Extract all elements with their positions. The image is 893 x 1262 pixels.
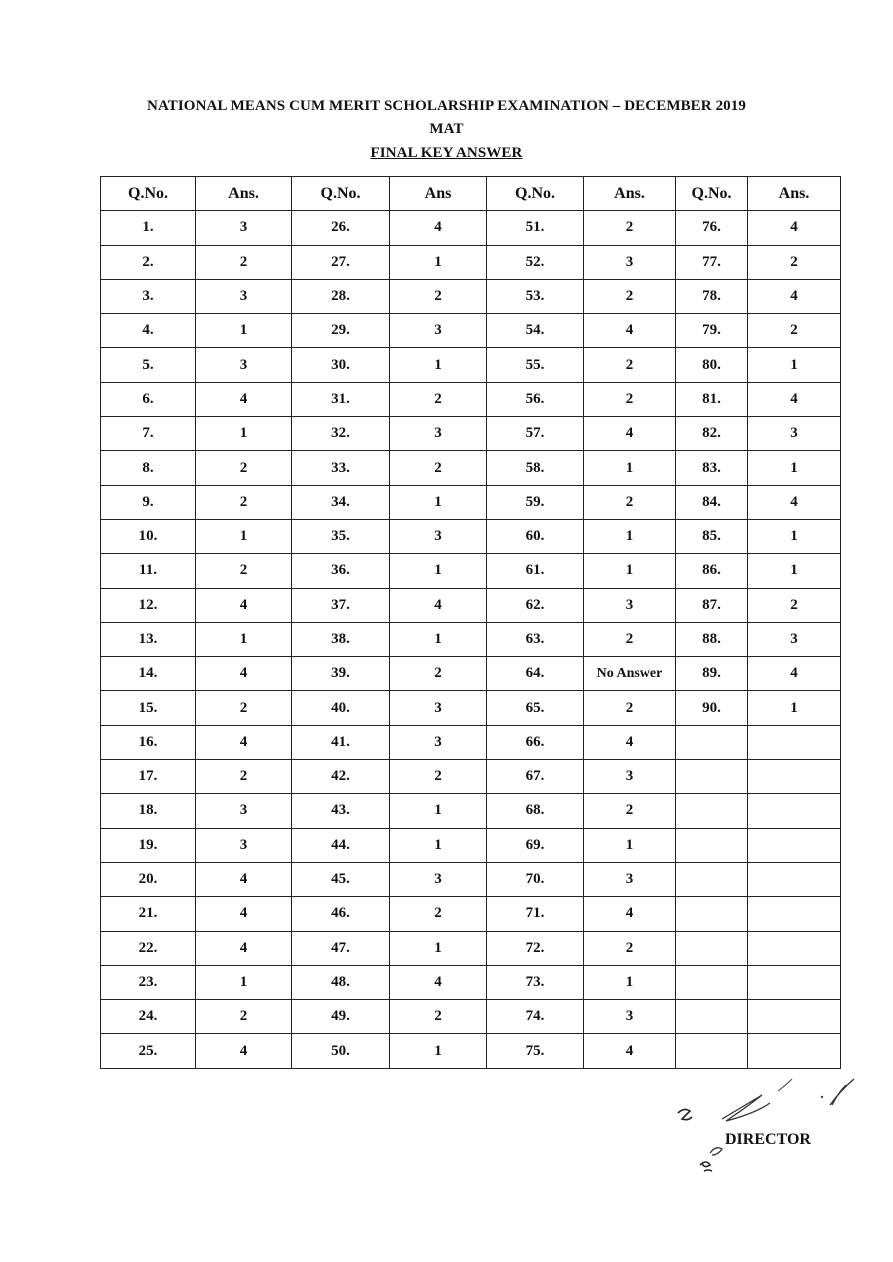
answer-cell: 4 bbox=[584, 417, 676, 451]
answer-cell: 1 bbox=[196, 519, 292, 553]
question-number-cell: 37. bbox=[292, 588, 390, 622]
question-number-cell: 68. bbox=[487, 794, 584, 828]
answer-cell: 3 bbox=[748, 622, 841, 656]
table-row bbox=[101, 931, 841, 965]
column-header: Q.No. bbox=[101, 177, 196, 211]
question-number-cell: 17. bbox=[101, 760, 196, 794]
answer-cell: 2 bbox=[390, 657, 487, 691]
table-row bbox=[101, 862, 841, 896]
answer-cell: 1 bbox=[748, 554, 841, 588]
answer-key-table bbox=[100, 176, 841, 1069]
answer-cell: 3 bbox=[390, 862, 487, 896]
answer-cell bbox=[748, 1034, 841, 1068]
question-number-cell: 81. bbox=[676, 382, 748, 416]
answer-cell: 3 bbox=[390, 519, 487, 553]
table-row bbox=[101, 348, 841, 382]
question-number-cell: 32. bbox=[292, 417, 390, 451]
answer-cell: 4 bbox=[584, 725, 676, 759]
answer-cell: 1 bbox=[390, 348, 487, 382]
question-number-cell: 55. bbox=[487, 348, 584, 382]
question-number-cell: 59. bbox=[487, 485, 584, 519]
answer-cell bbox=[748, 794, 841, 828]
column-header: Ans. bbox=[584, 177, 676, 211]
question-number-cell: 71. bbox=[487, 897, 584, 931]
answer-cell: 1 bbox=[748, 691, 841, 725]
table-row bbox=[101, 554, 841, 588]
answer-cell: 3 bbox=[390, 417, 487, 451]
question-number-cell: 78. bbox=[676, 279, 748, 313]
subject-title: MAT bbox=[429, 121, 464, 137]
answer-cell: 2 bbox=[390, 760, 487, 794]
question-number-cell bbox=[676, 897, 748, 931]
question-number-cell: 61. bbox=[487, 554, 584, 588]
answer-cell: 2 bbox=[584, 691, 676, 725]
answer-cell: 1 bbox=[390, 828, 487, 862]
question-number-cell: 11. bbox=[101, 554, 196, 588]
question-number-cell: 28. bbox=[292, 279, 390, 313]
question-number-cell: 52. bbox=[487, 245, 584, 279]
answer-cell: 2 bbox=[584, 931, 676, 965]
answer-cell: 1 bbox=[196, 417, 292, 451]
column-header: Ans bbox=[390, 177, 487, 211]
answer-cell: 2 bbox=[584, 348, 676, 382]
table-row bbox=[101, 965, 841, 999]
question-number-cell: 75. bbox=[487, 1034, 584, 1068]
column-header: Q.No. bbox=[676, 177, 748, 211]
answer-cell: 3 bbox=[584, 862, 676, 896]
answer-cell: 2 bbox=[196, 245, 292, 279]
question-number-cell: 27. bbox=[292, 245, 390, 279]
question-number-cell: 47. bbox=[292, 931, 390, 965]
answer-cell: 1 bbox=[390, 794, 487, 828]
question-number-cell: 19. bbox=[101, 828, 196, 862]
question-number-cell: 58. bbox=[487, 451, 584, 485]
answer-cell: 3 bbox=[390, 725, 487, 759]
answer-cell: 4 bbox=[196, 931, 292, 965]
question-number-cell: 63. bbox=[487, 622, 584, 656]
answer-cell: 1 bbox=[584, 965, 676, 999]
answer-cell: 4 bbox=[196, 382, 292, 416]
question-number-cell: 44. bbox=[292, 828, 390, 862]
question-number-cell: 82. bbox=[676, 417, 748, 451]
question-number-cell: 14. bbox=[101, 657, 196, 691]
answer-cell: 4 bbox=[390, 588, 487, 622]
table-row bbox=[101, 725, 841, 759]
answer-cell: 1 bbox=[390, 554, 487, 588]
question-number-cell: 83. bbox=[676, 451, 748, 485]
question-number-cell: 65. bbox=[487, 691, 584, 725]
answer-cell: 2 bbox=[390, 279, 487, 313]
answer-cell: 2 bbox=[584, 794, 676, 828]
question-number-cell: 86. bbox=[676, 554, 748, 588]
question-number-cell: 72. bbox=[487, 931, 584, 965]
table-row bbox=[101, 1034, 841, 1068]
answer-cell: 2 bbox=[748, 314, 841, 348]
question-number-cell: 34. bbox=[292, 485, 390, 519]
question-number-cell: 51. bbox=[487, 211, 584, 245]
question-number-cell: 45. bbox=[292, 862, 390, 896]
question-number-cell: 79. bbox=[676, 314, 748, 348]
answer-cell bbox=[748, 965, 841, 999]
question-number-cell: 60. bbox=[487, 519, 584, 553]
question-number-cell: 12. bbox=[101, 588, 196, 622]
answer-cell: 3 bbox=[584, 1000, 676, 1034]
answer-cell: 2 bbox=[584, 211, 676, 245]
answer-cell: 1 bbox=[748, 348, 841, 382]
table-row bbox=[101, 691, 841, 725]
document-title-text: FINAL KEY ANSWER bbox=[370, 145, 523, 161]
question-number-cell: 87. bbox=[676, 588, 748, 622]
answer-cell: 3 bbox=[390, 314, 487, 348]
question-number-cell: 18. bbox=[101, 794, 196, 828]
question-number-cell bbox=[676, 1034, 748, 1068]
table-header-row bbox=[101, 177, 841, 211]
question-number-cell: 48. bbox=[292, 965, 390, 999]
column-header: Ans. bbox=[748, 177, 841, 211]
table-row bbox=[101, 245, 841, 279]
question-number-cell: 16. bbox=[101, 725, 196, 759]
question-number-cell: 64. bbox=[487, 657, 584, 691]
answer-cell: 4 bbox=[390, 965, 487, 999]
answer-cell: 4 bbox=[748, 211, 841, 245]
answer-cell: 3 bbox=[196, 211, 292, 245]
question-number-cell: 66. bbox=[487, 725, 584, 759]
question-number-cell: 70. bbox=[487, 862, 584, 896]
question-number-cell: 9. bbox=[101, 485, 196, 519]
column-header: Ans. bbox=[196, 177, 292, 211]
question-number-cell: 40. bbox=[292, 691, 390, 725]
question-number-cell: 6. bbox=[101, 382, 196, 416]
question-number-cell bbox=[676, 965, 748, 999]
question-number-cell: 74. bbox=[487, 1000, 584, 1034]
table-row bbox=[101, 897, 841, 931]
question-number-cell bbox=[676, 1000, 748, 1034]
answer-cell: No Answer bbox=[584, 657, 676, 691]
question-number-cell: 43. bbox=[292, 794, 390, 828]
question-number-cell: 30. bbox=[292, 348, 390, 382]
question-number-cell: 73. bbox=[487, 965, 584, 999]
answer-cell: 1 bbox=[584, 451, 676, 485]
answer-cell: 4 bbox=[196, 657, 292, 691]
answer-cell: 4 bbox=[748, 485, 841, 519]
answer-cell: 2 bbox=[196, 485, 292, 519]
question-number-cell: 33. bbox=[292, 451, 390, 485]
question-number-cell bbox=[676, 760, 748, 794]
question-number-cell: 4. bbox=[101, 314, 196, 348]
table-row bbox=[101, 794, 841, 828]
question-number-cell: 50. bbox=[292, 1034, 390, 1068]
table-row bbox=[101, 417, 841, 451]
question-number-cell: 25. bbox=[101, 1034, 196, 1068]
question-number-cell bbox=[676, 862, 748, 896]
answer-cell: 2 bbox=[196, 554, 292, 588]
question-number-cell: 53. bbox=[487, 279, 584, 313]
table-row bbox=[101, 279, 841, 313]
answer-cell: 1 bbox=[390, 622, 487, 656]
question-number-cell: 36. bbox=[292, 554, 390, 588]
question-number-cell: 67. bbox=[487, 760, 584, 794]
question-number-cell: 8. bbox=[101, 451, 196, 485]
question-number-cell: 20. bbox=[101, 862, 196, 896]
answer-cell bbox=[748, 725, 841, 759]
answer-cell: 3 bbox=[390, 691, 487, 725]
table-row bbox=[101, 314, 841, 348]
answer-cell bbox=[748, 828, 841, 862]
table-row bbox=[101, 828, 841, 862]
answer-cell: 4 bbox=[390, 211, 487, 245]
question-number-cell: 29. bbox=[292, 314, 390, 348]
question-number-cell: 49. bbox=[292, 1000, 390, 1034]
answer-cell: 1 bbox=[584, 519, 676, 553]
answer-cell: 4 bbox=[196, 725, 292, 759]
answer-cell: 4 bbox=[584, 314, 676, 348]
question-number-cell: 13. bbox=[101, 622, 196, 656]
answer-cell: 3 bbox=[584, 245, 676, 279]
table-row bbox=[101, 657, 841, 691]
question-number-cell: 39. bbox=[292, 657, 390, 691]
question-number-cell: 42. bbox=[292, 760, 390, 794]
question-number-cell: 77. bbox=[676, 245, 748, 279]
table-row bbox=[101, 622, 841, 656]
answer-cell: 2 bbox=[748, 588, 841, 622]
answer-cell: 2 bbox=[584, 485, 676, 519]
table-row bbox=[101, 760, 841, 794]
answer-cell: 2 bbox=[196, 451, 292, 485]
answer-cell: 1 bbox=[390, 245, 487, 279]
answer-cell bbox=[748, 931, 841, 965]
answer-cell: 1 bbox=[390, 931, 487, 965]
column-header: Q.No. bbox=[292, 177, 390, 211]
answer-cell: 2 bbox=[196, 1000, 292, 1034]
answer-cell: 2 bbox=[584, 279, 676, 313]
answer-cell: 1 bbox=[196, 314, 292, 348]
column-header: Q.No. bbox=[487, 177, 584, 211]
question-number-cell bbox=[676, 794, 748, 828]
question-number-cell: 88. bbox=[676, 622, 748, 656]
answer-cell: 1 bbox=[390, 1034, 487, 1068]
table-row bbox=[101, 382, 841, 416]
question-number-cell: 38. bbox=[292, 622, 390, 656]
question-number-cell: 22. bbox=[101, 931, 196, 965]
question-number-cell: 90. bbox=[676, 691, 748, 725]
answer-cell: 4 bbox=[584, 897, 676, 931]
question-number-cell: 57. bbox=[487, 417, 584, 451]
answer-cell: 3 bbox=[196, 794, 292, 828]
question-number-cell: 1. bbox=[101, 211, 196, 245]
question-number-cell: 3. bbox=[101, 279, 196, 313]
answer-cell: 2 bbox=[390, 897, 487, 931]
answer-cell: 3 bbox=[196, 348, 292, 382]
question-number-cell: 24. bbox=[101, 1000, 196, 1034]
answer-cell: 3 bbox=[584, 588, 676, 622]
table-row bbox=[101, 519, 841, 553]
answer-cell bbox=[748, 760, 841, 794]
director-label: DIRECTOR bbox=[725, 1131, 811, 1148]
answer-cell: 4 bbox=[196, 588, 292, 622]
question-number-cell: 69. bbox=[487, 828, 584, 862]
question-number-cell: 7. bbox=[101, 417, 196, 451]
question-number-cell: 2. bbox=[101, 245, 196, 279]
question-number-cell: 15. bbox=[101, 691, 196, 725]
answer-cell: 1 bbox=[748, 519, 841, 553]
question-number-cell: 26. bbox=[292, 211, 390, 245]
answer-cell: 2 bbox=[390, 382, 487, 416]
answer-cell: 1 bbox=[196, 622, 292, 656]
answer-cell bbox=[748, 897, 841, 931]
answer-cell: 1 bbox=[196, 965, 292, 999]
question-number-cell: 89. bbox=[676, 657, 748, 691]
answer-cell bbox=[748, 862, 841, 896]
answer-cell: 1 bbox=[748, 451, 841, 485]
answer-cell: 2 bbox=[390, 1000, 487, 1034]
answer-cell: 3 bbox=[584, 760, 676, 794]
answer-cell: 4 bbox=[196, 1034, 292, 1068]
answer-cell: 2 bbox=[196, 760, 292, 794]
answer-cell: 4 bbox=[196, 862, 292, 896]
question-number-cell: 62. bbox=[487, 588, 584, 622]
question-number-cell: 35. bbox=[292, 519, 390, 553]
question-number-cell: 31. bbox=[292, 382, 390, 416]
question-number-cell bbox=[676, 828, 748, 862]
question-number-cell: 80. bbox=[676, 348, 748, 382]
answer-cell: 2 bbox=[748, 245, 841, 279]
question-number-cell: 54. bbox=[487, 314, 584, 348]
table-row bbox=[101, 485, 841, 519]
answer-cell: 3 bbox=[196, 279, 292, 313]
question-number-cell: 5. bbox=[101, 348, 196, 382]
answer-cell: 2 bbox=[584, 622, 676, 656]
question-number-cell: 85. bbox=[676, 519, 748, 553]
question-number-cell: 21. bbox=[101, 897, 196, 931]
answer-cell bbox=[748, 1000, 841, 1034]
question-number-cell: 10. bbox=[101, 519, 196, 553]
question-number-cell: 84. bbox=[676, 485, 748, 519]
question-number-cell: 41. bbox=[292, 725, 390, 759]
answer-cell: 2 bbox=[196, 691, 292, 725]
answer-cell: 4 bbox=[196, 897, 292, 931]
answer-cell: 4 bbox=[748, 279, 841, 313]
answer-cell: 1 bbox=[584, 828, 676, 862]
question-number-cell: 76. bbox=[676, 211, 748, 245]
answer-cell: 1 bbox=[584, 554, 676, 588]
question-number-cell bbox=[676, 931, 748, 965]
table-row bbox=[101, 451, 841, 485]
answer-cell: 3 bbox=[196, 828, 292, 862]
answer-cell: 4 bbox=[584, 1034, 676, 1068]
exam-title: NATIONAL MEANS CUM MERIT SCHOLARSHIP EXAMINATION – DECEMBER 2019 bbox=[147, 98, 746, 114]
answer-cell: 2 bbox=[584, 382, 676, 416]
question-number-cell: 23. bbox=[101, 965, 196, 999]
document-title bbox=[0, 145, 893, 162]
question-number-cell bbox=[676, 725, 748, 759]
answer-cell: 2 bbox=[390, 451, 487, 485]
question-number-cell: 56. bbox=[487, 382, 584, 416]
question-number-cell: 46. bbox=[292, 897, 390, 931]
table-row bbox=[101, 211, 841, 245]
table-row bbox=[101, 588, 841, 622]
answer-cell: 3 bbox=[748, 417, 841, 451]
table-row bbox=[101, 1000, 841, 1034]
director-signature bbox=[660, 1075, 860, 1185]
answer-cell: 4 bbox=[748, 657, 841, 691]
answer-cell: 4 bbox=[748, 382, 841, 416]
answer-cell: 1 bbox=[390, 485, 487, 519]
